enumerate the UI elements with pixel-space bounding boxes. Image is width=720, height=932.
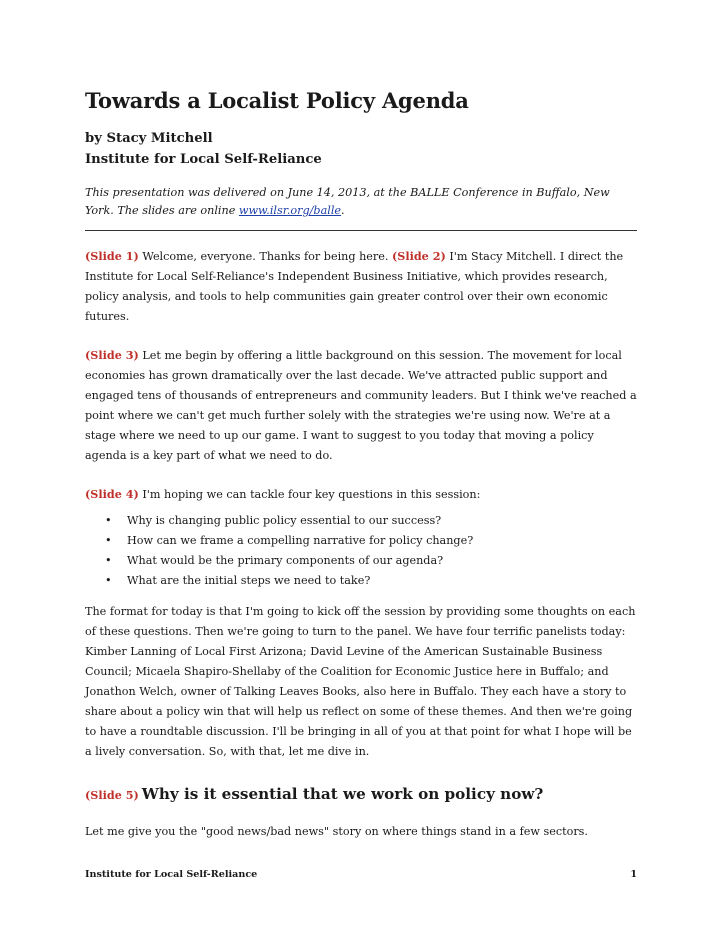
bullet-icon: •	[105, 554, 112, 567]
intro-end: .	[341, 204, 345, 217]
paragraph-text: I'm hoping we can tackle four key questions in this session:	[138, 488, 481, 501]
horizontal-divider	[85, 230, 637, 231]
paragraph-text: Let me begin by offering a little background on this session. The movement for local economies has grown dramatically over the last decade. We've attracted public support and engaged tens of thousands of entrepreneurs and community leaders. But I think we've reached a point where we can't get much further solely with the strategies we're using now. We're at a stage where we need to up our game. I want to suggest to you today that moving a policy agenda is a key part of what we need to do.	[85, 349, 637, 462]
bullet-icon: •	[105, 534, 112, 547]
slide-label-3: (Slide 3)	[85, 348, 139, 362]
list-item: • How can we frame a compelling narrative for policy change?	[85, 531, 473, 551]
paragraph-slide-1-2	[85, 246, 637, 327]
bullet-icon: •	[105, 574, 112, 587]
list-item: • Why is changing public policy essential to our success?	[85, 511, 473, 531]
page-number: 1	[630, 869, 637, 880]
list-item: • What are the initial steps we need to take?	[85, 571, 473, 591]
slides-link[interactable]: www.ilsr.org/balle	[238, 204, 342, 217]
author-name: by Stacy Mitchell	[85, 131, 213, 146]
section-heading-text: Why is it essential that we work on policy now?	[141, 785, 544, 803]
questions-list	[85, 511, 473, 591]
paragraph-slide-3	[85, 345, 637, 466]
paragraph-slide-4	[85, 484, 637, 505]
bullet-icon: •	[105, 514, 112, 527]
paragraph-good-news: Let me give you the "good news/bad news" story on where things stand in a few sectors.	[85, 825, 588, 838]
slide-label-1: (Slide 1)	[85, 249, 139, 263]
paragraph-text: I'm Stacy Mitchell. I direct the Institute for Local Self-Reliance's Independent Business Initiative, which provides research, policy analysis, and tools to help communities gain greater control over their own economic futures.	[85, 250, 624, 323]
slide-label-5: (Slide 5)	[85, 788, 139, 802]
section-heading	[85, 784, 543, 803]
paragraph-text: Welcome, everyone. Thanks for being here.	[138, 250, 392, 263]
list-item: • What would be the primary components of our agenda?	[85, 551, 473, 571]
slide-label-2: (Slide 2)	[391, 249, 446, 263]
intro-note	[85, 184, 637, 220]
byline	[85, 128, 322, 170]
author-organization: Institute for Local Self-Reliance	[85, 152, 322, 167]
slide-label-4: (Slide 4)	[85, 487, 139, 501]
footer-organization: Institute for Local Self-Reliance	[85, 869, 258, 880]
intro-text: This presentation was delivered on June 14, 2013, at the BALLE Conference in Buffalo, New York. The slides are online	[85, 186, 610, 217]
document-title: Towards a Localist Policy Agenda	[85, 88, 469, 113]
paragraph-format: The format for today is that I'm going to kick off the session by providing some thoughts on each of these questions. Then we're going to turn to the panel. We have four terrific panelists today: Kimber Lanning of Local First Arizona; David Levine of the American Sustainable Business Council; Micaela Shapiro-Shellaby of the Coalition for Economic Justice here in Buffalo; and Jonathon Welch, owner of Talking Leaves Books, also here in Buffalo. They each have a story to share about a policy win that will help us reflect on some of these themes. And then we're going to have a roundtable discussion. I'll be bringing in all of you at that point for what I hope will be a lively conversation. So, with that, let me dive in.	[85, 605, 636, 758]
